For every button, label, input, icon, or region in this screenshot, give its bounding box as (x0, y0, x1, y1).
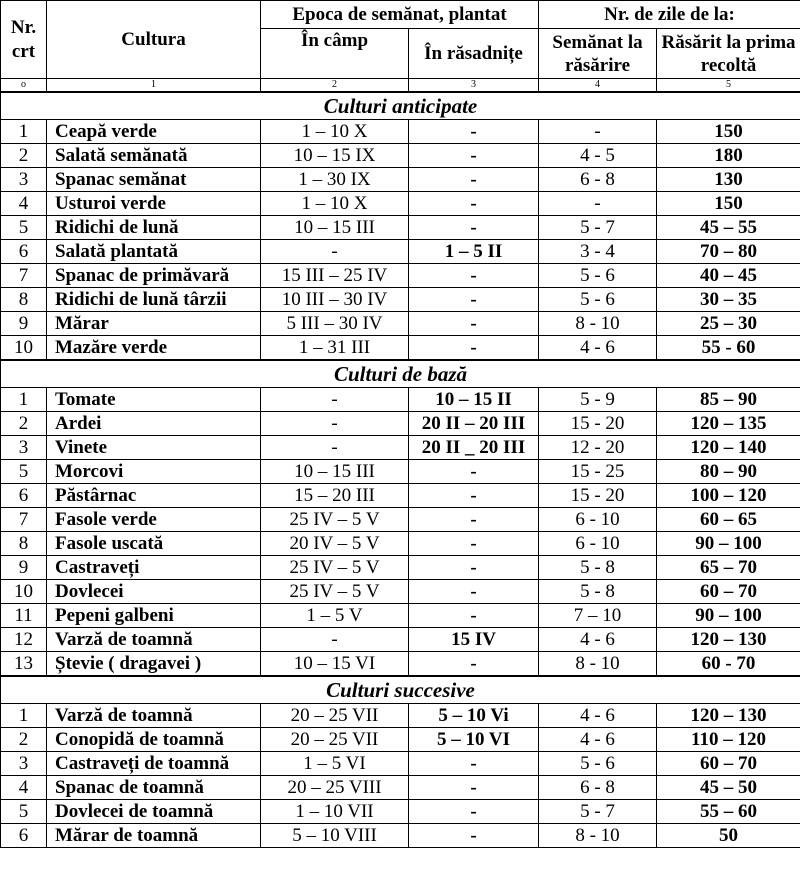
days-emergence-to-harvest: 55 - 60 (657, 336, 800, 361)
crop-name: Conopidă de toamnă (47, 728, 261, 752)
days-emergence-to-harvest: 55 – 60 (657, 800, 800, 824)
table-row (1, 800, 800, 824)
days-sowing-to-emergence: 12 - 20 (539, 436, 657, 460)
days-emergence-to-harvest: 70 – 80 (657, 240, 800, 264)
days-sowing-to-emergence: 8 - 10 (539, 824, 657, 848)
days-sowing-to-emergence: 5 - 9 (539, 388, 657, 412)
crop-name: Pepeni galbeni (47, 604, 261, 628)
field-sowing-period: 10 – 15 III (261, 460, 409, 484)
days-sowing-to-emergence: 5 - 6 (539, 264, 657, 288)
crop-name: Ridichi de lună târzii (47, 288, 261, 312)
column-index-row (1, 79, 800, 93)
column-index: 1 (47, 79, 261, 93)
days-sowing-to-emergence: 5 - 6 (539, 752, 657, 776)
table-row (1, 120, 800, 144)
seedbed-sowing-period: 5 – 10 VI (409, 728, 539, 752)
table-row (1, 336, 800, 361)
table-row (1, 264, 800, 288)
section-header-row (1, 676, 800, 704)
crop-name: Varză de toamnă (47, 704, 261, 728)
seedbed-sowing-period: 20 II _ 20 III (409, 436, 539, 460)
days-sowing-to-emergence: 7 – 10 (539, 604, 657, 628)
row-number: 2 (1, 412, 47, 436)
days-sowing-to-emergence: - (539, 120, 657, 144)
header-nr-crt: Nr. crt (1, 1, 47, 79)
crop-name: Ștevie ( dragavei ) (47, 652, 261, 677)
days-emergence-to-harvest: 40 – 45 (657, 264, 800, 288)
days-sowing-to-emergence: 4 - 5 (539, 144, 657, 168)
field-sowing-period: 20 – 25 VII (261, 728, 409, 752)
crop-name: Castraveți (47, 556, 261, 580)
column-index: 5 (657, 79, 800, 93)
row-number: 5 (1, 460, 47, 484)
days-emergence-to-harvest: 50 (657, 824, 800, 848)
crop-name: Vinete (47, 436, 261, 460)
field-sowing-period: 10 – 15 III (261, 216, 409, 240)
crop-name: Morcovi (47, 460, 261, 484)
table-row (1, 168, 800, 192)
table-row (1, 412, 800, 436)
days-emergence-to-harvest: 180 (657, 144, 800, 168)
table-row (1, 192, 800, 216)
seedbed-sowing-period: - (409, 120, 539, 144)
field-sowing-period: 15 – 20 III (261, 484, 409, 508)
crop-name: Mărar de toamnă (47, 824, 261, 848)
seedbed-sowing-period: 15 IV (409, 628, 539, 652)
table-row (1, 532, 800, 556)
field-sowing-period: - (261, 240, 409, 264)
column-index: 4 (539, 79, 657, 93)
row-number: 10 (1, 336, 47, 361)
section-title: Culturi anticipate (1, 92, 800, 120)
section-title: Culturi succesive (1, 676, 800, 704)
column-index: 3 (409, 79, 539, 93)
row-number: 6 (1, 824, 47, 848)
days-sowing-to-emergence: 6 - 10 (539, 532, 657, 556)
field-sowing-period: 20 – 25 VIII (261, 776, 409, 800)
row-number: 5 (1, 216, 47, 240)
days-emergence-to-harvest: 30 – 35 (657, 288, 800, 312)
row-number: 12 (1, 628, 47, 652)
field-sowing-period: 25 IV – 5 V (261, 556, 409, 580)
field-sowing-period: 1 – 10 VII (261, 800, 409, 824)
row-number: 3 (1, 436, 47, 460)
days-emergence-to-harvest: 45 – 50 (657, 776, 800, 800)
days-emergence-to-harvest: 60 – 65 (657, 508, 800, 532)
days-emergence-to-harvest: 85 – 90 (657, 388, 800, 412)
days-emergence-to-harvest: 60 – 70 (657, 580, 800, 604)
table-row (1, 776, 800, 800)
seedbed-sowing-period: - (409, 192, 539, 216)
days-emergence-to-harvest: 120 – 130 (657, 628, 800, 652)
days-emergence-to-harvest: 90 – 100 (657, 532, 800, 556)
days-emergence-to-harvest: 110 – 120 (657, 728, 800, 752)
days-sowing-to-emergence: 4 - 6 (539, 728, 657, 752)
crop-name: Ardei (47, 412, 261, 436)
section-title: Culturi de bază (1, 360, 800, 388)
table-row (1, 436, 800, 460)
row-number: 9 (1, 556, 47, 580)
days-emergence-to-harvest: 100 – 120 (657, 484, 800, 508)
column-index: o (1, 79, 47, 93)
seedbed-sowing-period: - (409, 312, 539, 336)
table-row (1, 216, 800, 240)
days-sowing-to-emergence: 6 - 8 (539, 776, 657, 800)
days-sowing-to-emergence: 5 - 6 (539, 288, 657, 312)
crop-name: Castraveți de toamnă (47, 752, 261, 776)
field-sowing-period: - (261, 628, 409, 652)
table-row (1, 460, 800, 484)
seedbed-sowing-period: - (409, 144, 539, 168)
crop-name: Dovlecei de toamnă (47, 800, 261, 824)
days-sowing-to-emergence: 8 - 10 (539, 652, 657, 677)
days-sowing-to-emergence: 15 - 20 (539, 412, 657, 436)
days-sowing-to-emergence: 4 - 6 (539, 336, 657, 361)
table-row (1, 604, 800, 628)
header-in-camp: În câmp (261, 29, 409, 79)
row-number: 13 (1, 652, 47, 677)
header-semanat: Semănat la răsărire (539, 29, 657, 79)
table-body (1, 92, 800, 848)
row-number: 2 (1, 728, 47, 752)
days-emergence-to-harvest: 120 – 135 (657, 412, 800, 436)
field-sowing-period: - (261, 412, 409, 436)
seedbed-sowing-period: - (409, 604, 539, 628)
table-row (1, 628, 800, 652)
seedbed-sowing-period: 1 – 5 II (409, 240, 539, 264)
header-nr-zile: Nr. de zile de la: (539, 1, 800, 29)
crop-name: Spanac semănat (47, 168, 261, 192)
field-sowing-period: 1 – 10 X (261, 120, 409, 144)
crop-name: Mărar (47, 312, 261, 336)
row-number: 7 (1, 508, 47, 532)
table-row (1, 508, 800, 532)
crop-name: Tomate (47, 388, 261, 412)
seedbed-sowing-period: 5 – 10 Vi (409, 704, 539, 728)
seedbed-sowing-period: - (409, 460, 539, 484)
row-number: 1 (1, 388, 47, 412)
crop-name: Mazăre verde (47, 336, 261, 361)
field-sowing-period: 5 III – 30 IV (261, 312, 409, 336)
field-sowing-period: 15 III – 25 IV (261, 264, 409, 288)
days-sowing-to-emergence: 5 - 8 (539, 580, 657, 604)
days-emergence-to-harvest: 80 – 90 (657, 460, 800, 484)
table-row (1, 288, 800, 312)
days-sowing-to-emergence: 5 - 7 (539, 800, 657, 824)
header-rasarit: Răsărit la prima recoltă (657, 29, 800, 79)
row-number: 3 (1, 168, 47, 192)
field-sowing-period: 25 IV – 5 V (261, 580, 409, 604)
days-sowing-to-emergence: 6 - 10 (539, 508, 657, 532)
days-sowing-to-emergence: 5 - 7 (539, 216, 657, 240)
seedbed-sowing-period: - (409, 216, 539, 240)
row-number: 9 (1, 312, 47, 336)
table-row (1, 312, 800, 336)
days-sowing-to-emergence: - (539, 192, 657, 216)
days-sowing-to-emergence: 5 - 8 (539, 556, 657, 580)
days-emergence-to-harvest: 150 (657, 120, 800, 144)
row-number: 10 (1, 580, 47, 604)
field-sowing-period: 1 – 5 VI (261, 752, 409, 776)
table-row (1, 752, 800, 776)
row-number: 8 (1, 532, 47, 556)
row-number: 5 (1, 800, 47, 824)
crop-name: Fasole verde (47, 508, 261, 532)
seedbed-sowing-period: - (409, 580, 539, 604)
crop-name: Ceapă verde (47, 120, 261, 144)
field-sowing-period: 5 – 10 VIII (261, 824, 409, 848)
seedbed-sowing-period: - (409, 484, 539, 508)
row-number: 8 (1, 288, 47, 312)
crop-name: Varză de toamnă (47, 628, 261, 652)
days-emergence-to-harvest: 60 - 70 (657, 652, 800, 677)
crop-name: Salată plantată (47, 240, 261, 264)
row-number: 4 (1, 192, 47, 216)
crop-name: Fasole uscată (47, 532, 261, 556)
column-index: 2 (261, 79, 409, 93)
field-sowing-period: 25 IV – 5 V (261, 508, 409, 532)
table-row (1, 652, 800, 677)
seedbed-sowing-period: - (409, 652, 539, 677)
days-sowing-to-emergence: 4 - 6 (539, 628, 657, 652)
table-row (1, 580, 800, 604)
days-sowing-to-emergence: 4 - 6 (539, 704, 657, 728)
crop-name: Spanac de toamnă (47, 776, 261, 800)
row-number: 3 (1, 752, 47, 776)
header-cultura: Cultura (47, 1, 261, 79)
row-number: 1 (1, 704, 47, 728)
row-number: 4 (1, 776, 47, 800)
days-sowing-to-emergence: 6 - 8 (539, 168, 657, 192)
row-number: 1 (1, 120, 47, 144)
days-emergence-to-harvest: 25 – 30 (657, 312, 800, 336)
table-row (1, 388, 800, 412)
section-header-row (1, 360, 800, 388)
field-sowing-period: 10 – 15 VI (261, 652, 409, 677)
field-sowing-period: 20 IV – 5 V (261, 532, 409, 556)
seedbed-sowing-period: - (409, 752, 539, 776)
days-emergence-to-harvest: 120 – 130 (657, 704, 800, 728)
seedbed-sowing-period: - (409, 824, 539, 848)
crop-name: Păstârnac (47, 484, 261, 508)
crop-name: Usturoi verde (47, 192, 261, 216)
days-emergence-to-harvest: 45 – 55 (657, 216, 800, 240)
seedbed-sowing-period: - (409, 336, 539, 361)
days-sowing-to-emergence: 3 - 4 (539, 240, 657, 264)
seedbed-sowing-period: - (409, 532, 539, 556)
table-row (1, 704, 800, 728)
seedbed-sowing-period: - (409, 168, 539, 192)
field-sowing-period: - (261, 436, 409, 460)
days-emergence-to-harvest: 120 – 140 (657, 436, 800, 460)
crop-name: Dovlecei (47, 580, 261, 604)
row-number: 6 (1, 240, 47, 264)
table-row (1, 824, 800, 848)
seedbed-sowing-period: 10 – 15 II (409, 388, 539, 412)
field-sowing-period: 1 – 30 IX (261, 168, 409, 192)
seedbed-sowing-period: - (409, 288, 539, 312)
field-sowing-period: 1 – 10 X (261, 192, 409, 216)
seedbed-sowing-period: 20 II – 20 III (409, 412, 539, 436)
row-number: 2 (1, 144, 47, 168)
days-emergence-to-harvest: 90 – 100 (657, 604, 800, 628)
field-sowing-period: 1 – 5 V (261, 604, 409, 628)
seedbed-sowing-period: - (409, 776, 539, 800)
seedbed-sowing-period: - (409, 508, 539, 532)
header-in-rasadnite: În răsadnițe (409, 29, 539, 79)
row-number: 7 (1, 264, 47, 288)
table-row (1, 240, 800, 264)
days-sowing-to-emergence: 8 - 10 (539, 312, 657, 336)
row-number: 11 (1, 604, 47, 628)
seedbed-sowing-period: - (409, 264, 539, 288)
days-emergence-to-harvest: 130 (657, 168, 800, 192)
seedbed-sowing-period: - (409, 800, 539, 824)
field-sowing-period: - (261, 388, 409, 412)
table-row (1, 144, 800, 168)
days-sowing-to-emergence: 15 - 20 (539, 484, 657, 508)
field-sowing-period: 10 III – 30 IV (261, 288, 409, 312)
row-number: 6 (1, 484, 47, 508)
crop-name: Salată semănată (47, 144, 261, 168)
days-emergence-to-harvest: 60 – 70 (657, 752, 800, 776)
table-row (1, 484, 800, 508)
days-emergence-to-harvest: 150 (657, 192, 800, 216)
days-emergence-to-harvest: 65 – 70 (657, 556, 800, 580)
field-sowing-period: 20 – 25 VII (261, 704, 409, 728)
crop-name: Spanac de primăvară (47, 264, 261, 288)
seedbed-sowing-period: - (409, 556, 539, 580)
table-header (1, 1, 800, 93)
table-row (1, 728, 800, 752)
section-header-row (1, 92, 800, 120)
field-sowing-period: 10 – 15 IX (261, 144, 409, 168)
header-epoca: Epoca de semănat, plantat (261, 1, 539, 29)
days-sowing-to-emergence: 15 - 25 (539, 460, 657, 484)
crop-name: Ridichi de lună (47, 216, 261, 240)
field-sowing-period: 1 – 31 III (261, 336, 409, 361)
table-row (1, 556, 800, 580)
